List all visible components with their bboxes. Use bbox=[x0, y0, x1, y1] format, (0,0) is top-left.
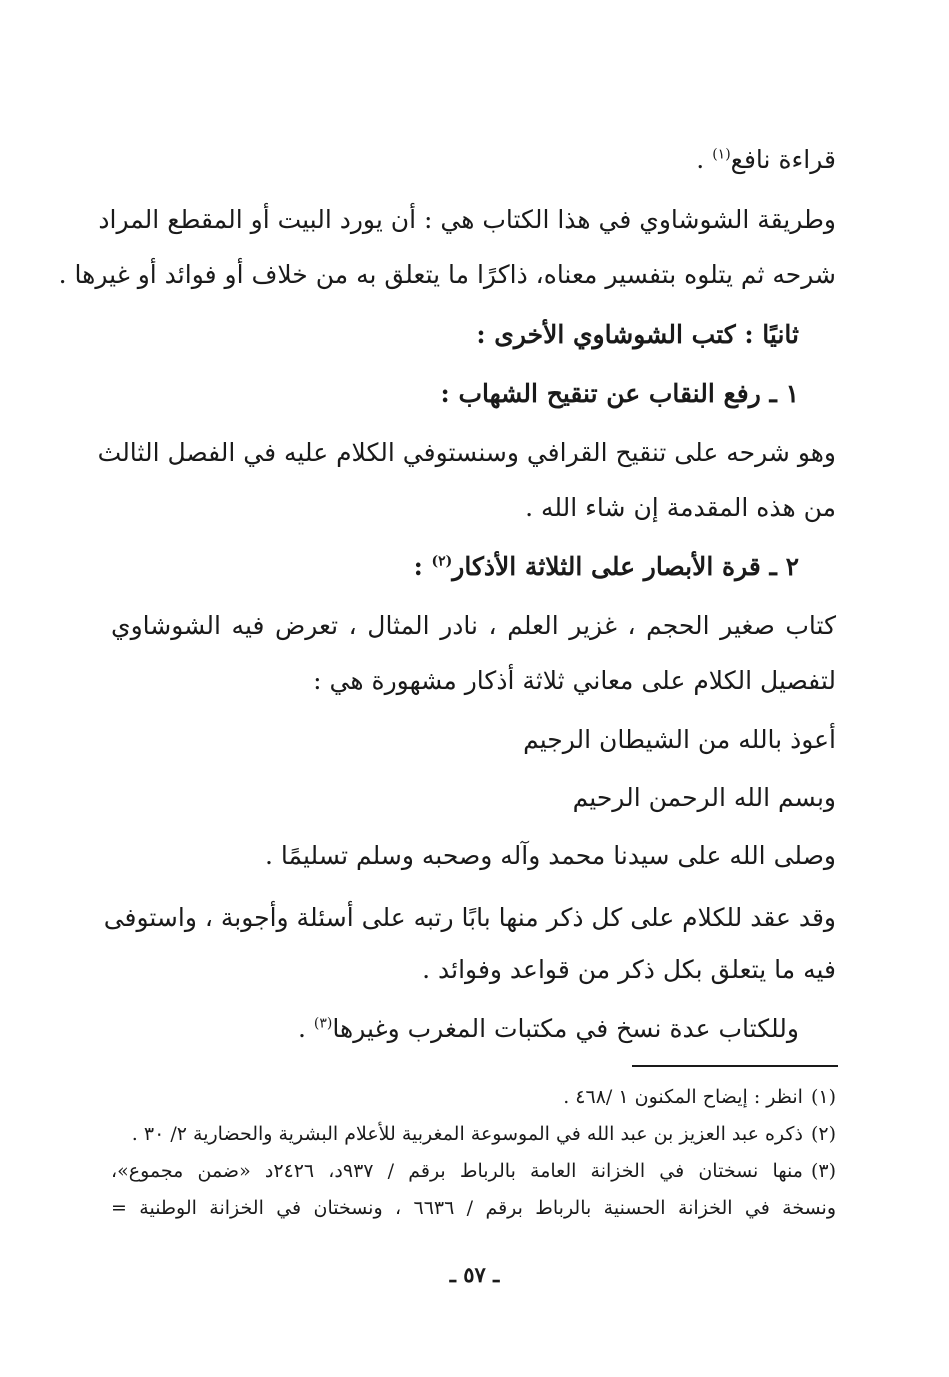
footnote-ref: (١) bbox=[712, 146, 731, 163]
paragraph-line: شرحه ثم يتلوه بتفسير معناه، ذاكرًا ما يتعلق به من خلاف أو فوائد أو غيرها . bbox=[58, 260, 836, 289]
footnote-number: (٢) bbox=[810, 1123, 836, 1145]
footnote-3 bbox=[111, 1157, 836, 1185]
footnote-number: (٣) bbox=[810, 1160, 836, 1182]
page-number: ـ ٥٧ ـ bbox=[449, 1262, 500, 1287]
text-span: . bbox=[298, 1014, 314, 1043]
heading-text: : bbox=[413, 552, 432, 581]
footnote-text: منها نسختان في الخزانة العامة بالرباط برقم / ٩٣٧د، ٢٤٢٦د «ضمن مجموع»، bbox=[111, 1160, 803, 1182]
text-span: وللكتاب عدة نسخ في مكتبات المغرب وغيرها bbox=[332, 1014, 799, 1043]
heading-text: ٢ ـ قرة الأبصار على الثلاثة الأذكار bbox=[452, 552, 799, 581]
subsection-heading bbox=[111, 547, 799, 587]
footnote-ref: (٢) bbox=[431, 553, 453, 570]
paragraph-line: وطريقة الشوشاوي في هذا الكتاب هي : أن يورد البيت أو المقطع المراد bbox=[98, 205, 836, 234]
dhikr-line: وصلى الله على سيدنا محمد وآله وصحبه وسلم تسليمًا . bbox=[265, 841, 836, 870]
section-heading: ثانيًا : كتب الشوشاوي الأخرى : bbox=[476, 320, 799, 349]
paragraph-line: من هذه المقدمة إن شاء الله . bbox=[525, 493, 836, 522]
footnote-2 bbox=[111, 1120, 836, 1148]
dhikr-line: وبسم الله الرحمن الرحيم bbox=[572, 783, 836, 812]
paragraph-line: لتفصيل الكلام على معاني ثلاثة أذكار مشهورة هي : bbox=[313, 666, 836, 695]
paragraph-line bbox=[111, 1009, 799, 1049]
text-span: قراءة نافع bbox=[730, 145, 836, 174]
paragraph-line: وقد عقد للكلام على كل ذكر منها بابًا رتبه على أسئلة وأجوبة ، واستوفى bbox=[103, 903, 836, 932]
footnote-number: (١) bbox=[810, 1086, 836, 1108]
footnote-3-continuation: ونسخة في الخزانة الحسنية بالرباط برقم / ٦٦٣٦ ، ونسختان في الخزانة الوطنية = bbox=[111, 1197, 837, 1219]
paragraph-line: وهو شرحه على تنقيح القرافي وسنستوفي الكلام عليه في الفصل الثالث bbox=[97, 438, 836, 467]
footnote-text: ذكره عبد العزيز بن عبد الله في الموسوعة المغربية للأعلام البشرية والحضارية ٢/ ٣٠ . bbox=[131, 1123, 803, 1145]
paragraph-line: فيه ما يتعلق بكل ذكر من قواعد وفوائد . bbox=[422, 955, 836, 984]
footnote-ref: (٣) bbox=[313, 1015, 333, 1032]
footnote-separator bbox=[632, 1065, 838, 1067]
subsection-heading: ١ ـ رفع النقاب عن تنقيح الشهاب : bbox=[440, 379, 799, 408]
text-line bbox=[111, 140, 836, 180]
paragraph-line: كتاب صغير الحجم ، غزير العلم ، نادر المثال ، تعرض فيه الشوشاوي bbox=[111, 611, 836, 640]
text-span: . bbox=[696, 145, 713, 174]
footnote-1 bbox=[111, 1083, 836, 1111]
dhikr-line: أعوذ بالله من الشيطان الرجيم bbox=[523, 725, 836, 754]
footnote-text: انظر : إيضاح المكنون ١ /٤٦٨ . bbox=[563, 1086, 803, 1108]
